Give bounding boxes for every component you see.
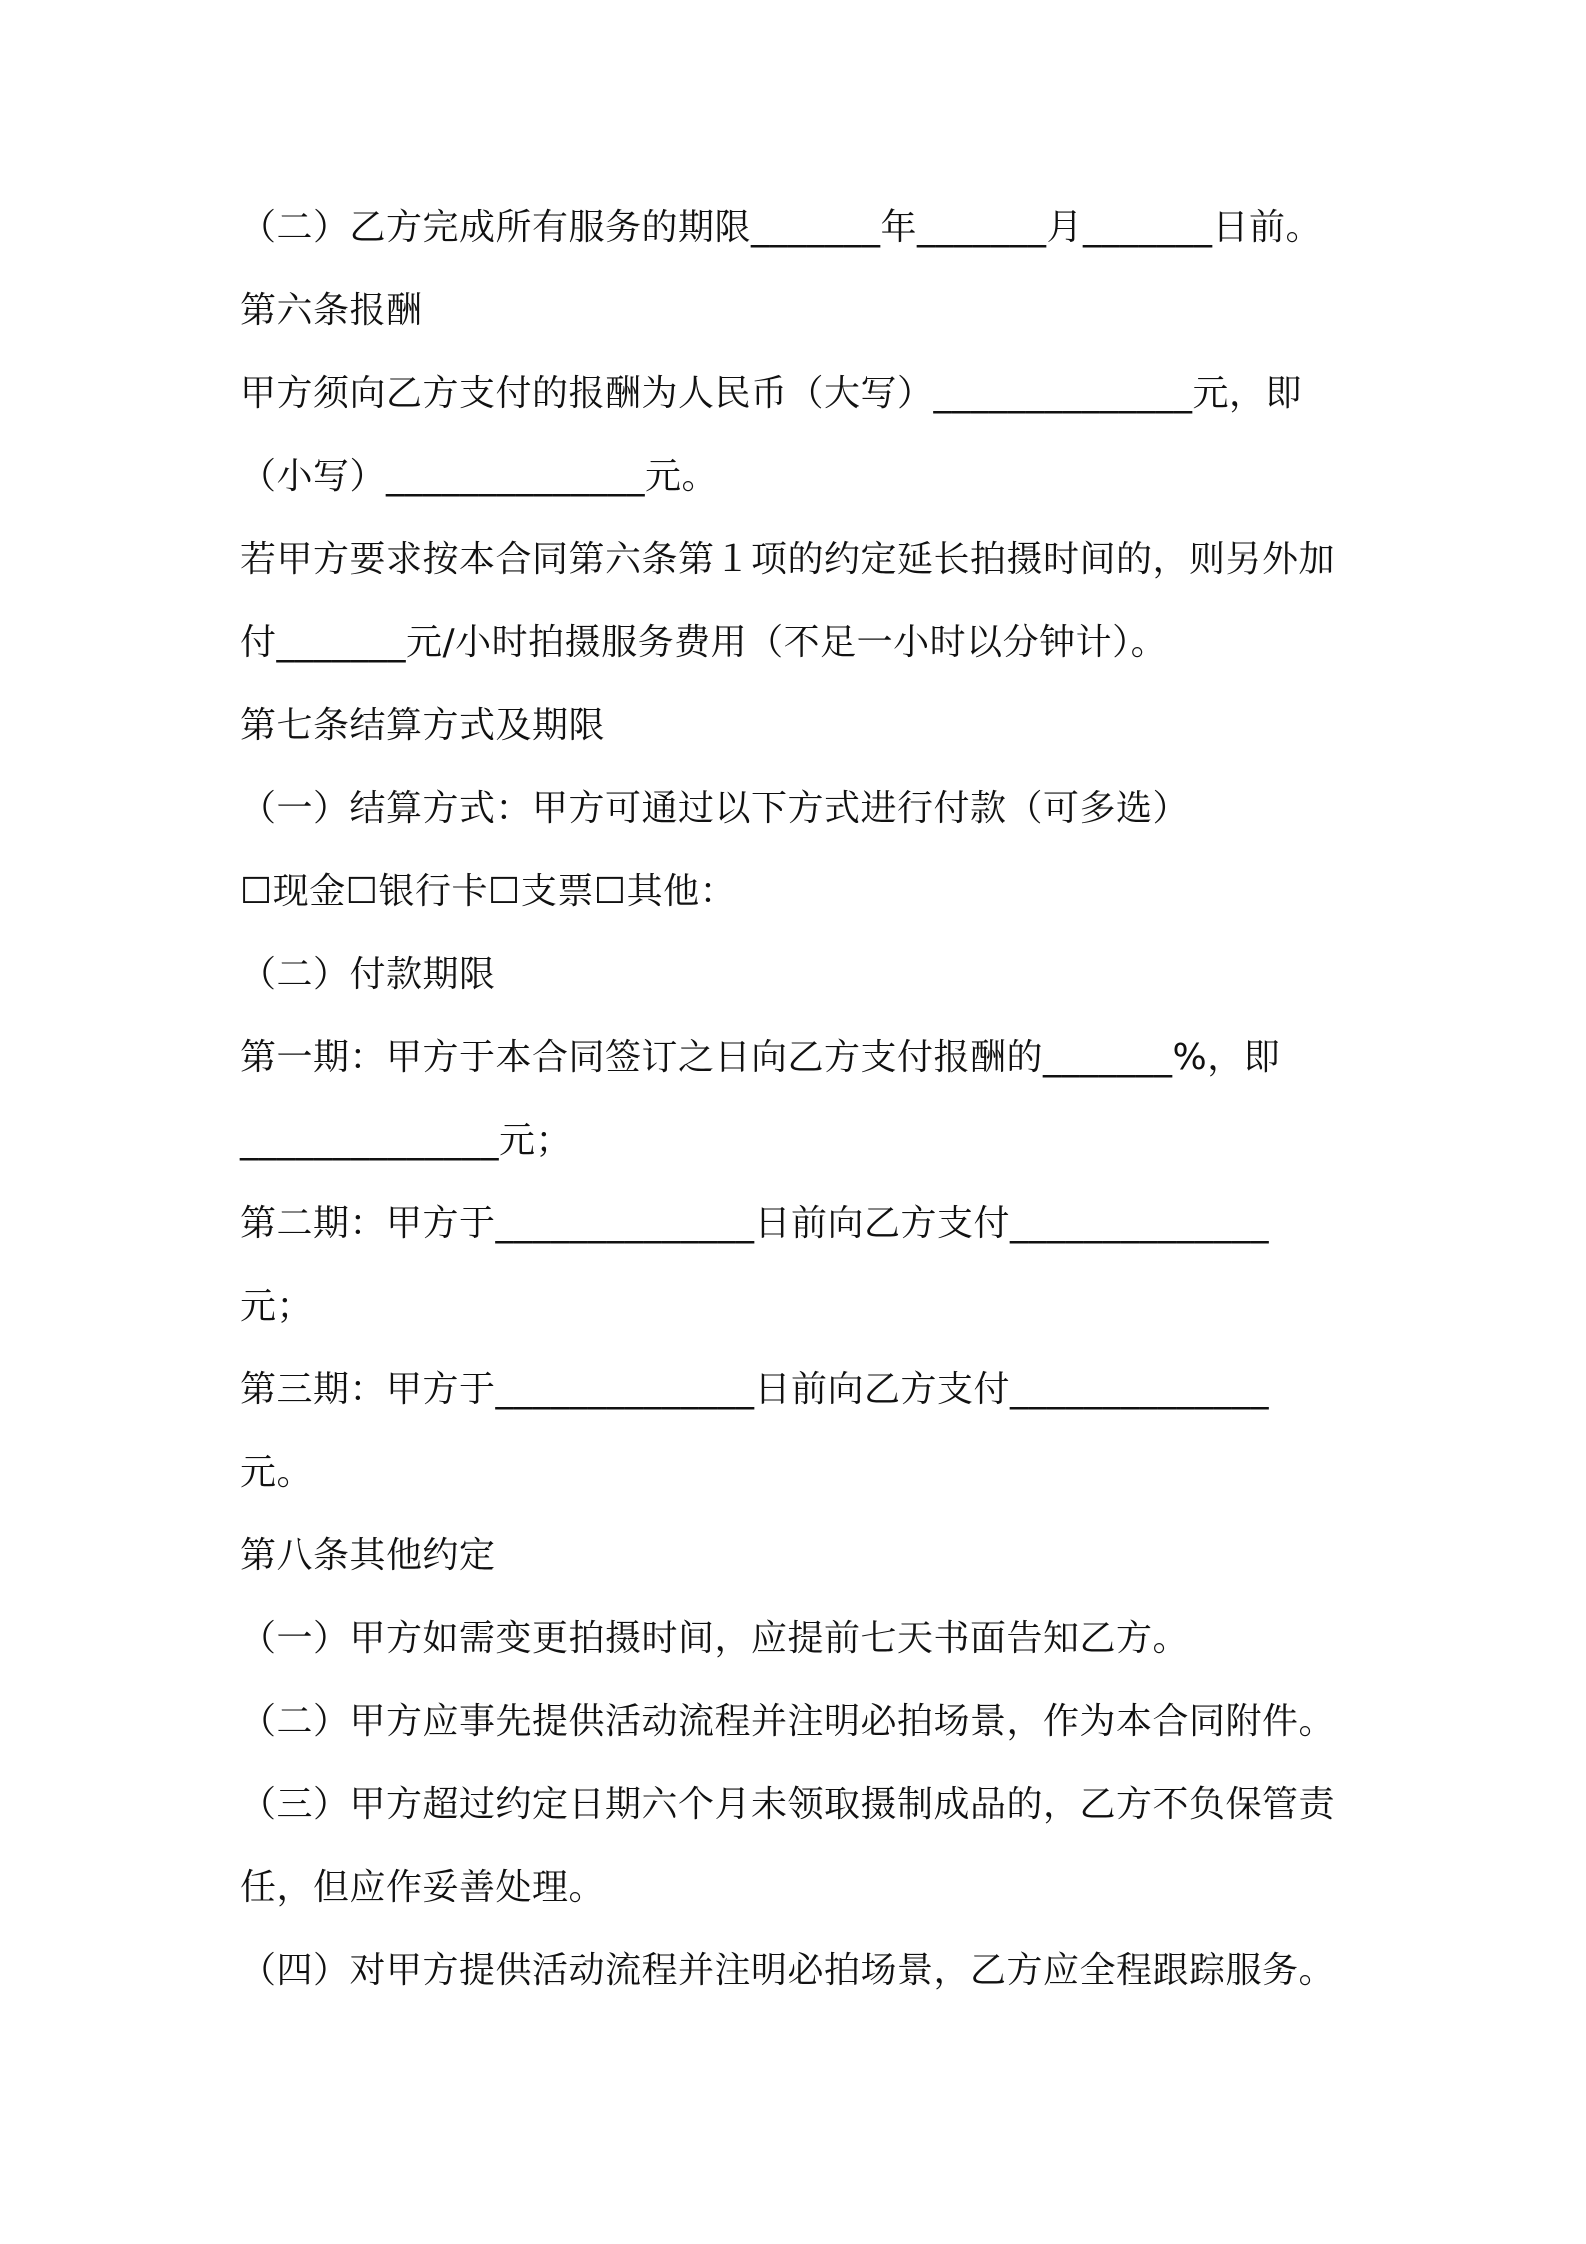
other-agreement-3-line-2: 任，但应作妥善处理。 — [240, 1867, 606, 1908]
other-agreement-2: （二）甲方应事先提供活动流程并注明必拍场景，作为本合同附件。 — [240, 1701, 1336, 1742]
installment-3-line-2: 元。 — [240, 1452, 314, 1493]
other-agreement-3-line-1: （三）甲方超过约定日期六个月未领取摄制成品的，乙方不负保管责 — [240, 1784, 1336, 1825]
other-agreement-4: （四）对甲方提供活动流程并注明必拍场景，乙方应全程跟踪服务。 — [240, 1950, 1336, 1991]
payment-method-checkboxes: ☐现金☐银行卡☐支票☐其他： — [240, 871, 737, 912]
article-8-heading: 第八条其他约定 — [240, 1535, 496, 1576]
extension-fee-line-2: 付_______元/小时拍摄服务费用（不足一小时以分钟计）。 — [240, 622, 1168, 663]
installment-1-line-1: 第一期：甲方于本合同签订之日向乙方支付报酬的_______%，即 — [240, 1037, 1281, 1078]
service-deadline-clause: （二）乙方完成所有服务的期限_______年_______月_______日前。 — [240, 207, 1323, 248]
remuneration-amount-line-2: （小写）______________元。 — [240, 456, 719, 497]
settlement-method-clause: （一）结算方式：甲方可通过以下方式进行付款（可多选） — [240, 788, 1190, 829]
remuneration-amount-line-1: 甲方须向乙方支付的报酬为人民币（大写）______________元，即 — [240, 373, 1303, 414]
installment-3-line-1: 第三期：甲方于______________日前向乙方支付______________ — [240, 1369, 1270, 1410]
installment-2-line-1: 第二期：甲方于______________日前向乙方支付______________ — [240, 1203, 1270, 1244]
installment-1-line-2: ______________元； — [240, 1120, 573, 1161]
article-7-heading: 第七条结算方式及期限 — [240, 705, 606, 746]
payment-term-subheading: （二）付款期限 — [240, 954, 496, 995]
extension-fee-line-1: 若甲方要求按本合同第六条第１项的约定延长拍摄时间的，则另外加 — [240, 539, 1336, 580]
installment-2-line-2: 元； — [240, 1286, 314, 1327]
article-6-heading: 第六条报酬 — [240, 290, 423, 331]
other-agreement-1: （一）甲方如需变更拍摄时间，应提前七天书面告知乙方。 — [240, 1618, 1190, 1659]
